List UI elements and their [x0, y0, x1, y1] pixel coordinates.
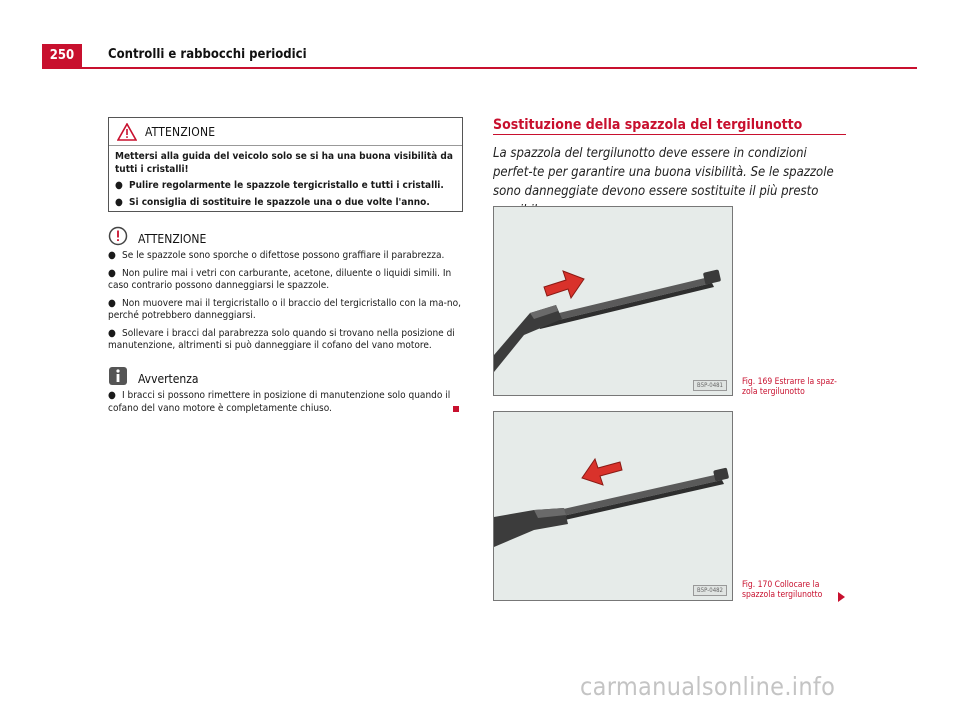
figure-code: B5P-0481: [693, 380, 727, 391]
figure-169: [493, 206, 733, 396]
chapter-title: Controlli e rabbocchi periodici: [108, 47, 307, 62]
watermark: carmanualsonline.info: [580, 672, 836, 701]
figure-169-caption: Fig. 169 Estrarre la spaz-zola tergilunotto: [742, 377, 837, 397]
figure-170: [493, 411, 733, 601]
section-divider: [493, 134, 846, 135]
caution-item: ● Sollevare i bracci dal parabrezza solo quando si trovano nella posizione di manutenzione, altrimenti si può danneggiare il cofano del vano motore.: [108, 327, 455, 351]
caution-item: ● Non pulire mai i vetri con carburante, acetone, diluente o liquidi simili. In caso contrario possono danneggiarsi le spazzole.: [108, 267, 452, 291]
warning-triangle-icon: [117, 123, 137, 141]
note-item: ● I bracci si possono rimettere in posizione di manutenzione solo quando il cofano del vano motore è completamente chiuso.: [108, 390, 451, 414]
exclamation-circle-icon: [108, 226, 128, 246]
figure-170-caption: Fig. 170 Collocare la spazzola tergilunotto: [742, 580, 823, 600]
caution-item: ● Non muovere mai il tergicristallo o il braccio del tergicristallo con la ma-no, perché potrebbero danneggiarsi.: [108, 297, 461, 321]
warning-item: ● Si consiglia di sostituire le spazzole una o due volte l'anno.: [115, 196, 430, 208]
section-end-marker: [453, 406, 459, 412]
header-divider: [42, 67, 917, 69]
page-number: 250: [42, 44, 82, 68]
figure-code: B5P-0482: [693, 585, 727, 596]
note-header: [108, 366, 463, 388]
wiper-insert-illustration: [494, 412, 733, 601]
warning-item: ● Pulire regolarmente le spazzole tergicristallo e tutti i cristalli.: [115, 180, 444, 191]
note-title: Avvertenza: [138, 372, 199, 386]
note-section: [108, 366, 463, 420]
caution-section: [108, 226, 463, 358]
warning-title: ATTENZIONE: [145, 125, 216, 139]
warning-intro: Mettersi alla guida del veicolo solo se si ha una buona visibilità da tutti i cristalli!: [115, 151, 453, 175]
next-page-arrow-icon: [838, 592, 845, 602]
info-note-icon: [108, 366, 128, 386]
warning-box: [108, 117, 463, 212]
section-intro: La spazzola del tergilunotto deve essere in condizioni perfet-te per garantire una buona visibilità. Se le spazzole sono danneggiate devono essere sostituite il più presto: [493, 146, 834, 199]
warning-body: [109, 146, 462, 209]
caution-title: ATTENZIONE: [138, 232, 207, 246]
caution-header: [108, 226, 463, 248]
section-title: Sostituzione della spazzola del tergilunotto: [493, 117, 803, 133]
warning-header: [109, 118, 462, 146]
wiper-extract-illustration: [494, 207, 733, 396]
caution-item: ● Se le spazzole sono sporche o difettose possono graffiare il parabrezza.: [108, 250, 445, 261]
